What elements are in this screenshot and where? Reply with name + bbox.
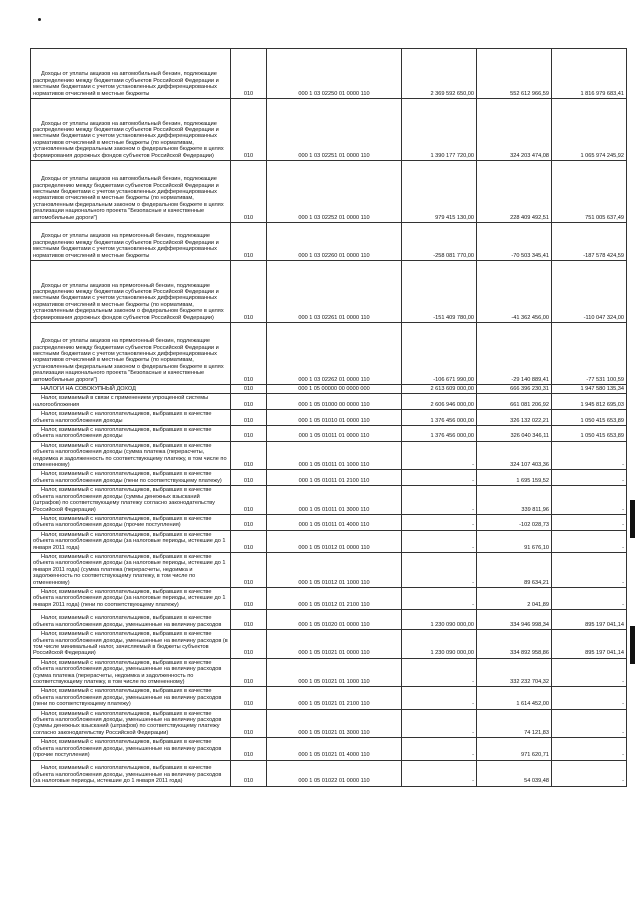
row-approved: 2 613 609 000,00 — [402, 385, 477, 394]
row-remaining: - — [552, 658, 627, 687]
row-approved: - — [402, 587, 477, 609]
table-row — [31, 410, 627, 426]
row-executed: 326 132 022,21 — [477, 410, 552, 426]
row-executed: 971 620,71 — [477, 738, 552, 760]
row-code: 010 — [231, 738, 267, 760]
row-approved: - — [402, 552, 477, 587]
row-name: Доходы от уплаты акцизов на автомобильный бензин, подлежащие распределению между бюджетами субъектов Российской Федерации и местными бюджетами с учетом установленных дифференцированных нормативов отчислений в местные бюджеты (по нормативам, установленным федеральным законом о федеральном бюджете в целях реализации национального проекта "Безопасные и качественные автомобильные дороги") — [31, 161, 231, 223]
row-code: 010 — [231, 552, 267, 587]
row-approved: - — [402, 738, 477, 760]
row-code: 010 — [231, 587, 267, 609]
row-remaining: -110 047 324,00 — [552, 261, 627, 323]
row-approved: - — [402, 470, 477, 486]
row-remaining: -187 578 424,59 — [552, 223, 627, 261]
row-approved: - — [402, 687, 477, 709]
row-executed: 332 232 704,32 — [477, 658, 552, 687]
row-name: Налог, взимаемый в связи с применением упрощенной системы налогообложения — [31, 394, 231, 410]
row-approved: - — [402, 658, 477, 687]
row-code: 010 — [231, 709, 267, 738]
table-row — [31, 486, 627, 515]
row-kbk: 000 1 05 01000 00 0000 110 — [267, 394, 402, 410]
row-approved: -258 081 770,00 — [402, 223, 477, 261]
table-row — [31, 441, 627, 470]
row-remaining: - — [552, 514, 627, 530]
table-row — [31, 161, 627, 223]
row-name: Налог, взимаемый с налогоплательщиков, выбравших в качестве объекта налогообложения доходы, уменьшенные на величину расходов (прочие поступления) — [31, 738, 231, 760]
row-remaining: - — [552, 709, 627, 738]
row-remaining: - — [552, 760, 627, 786]
scan-speck — [38, 18, 41, 21]
row-kbk: 000 1 05 01021 01 0000 110 — [267, 630, 402, 659]
row-name: Налог, взимаемый с налогоплательщиков, выбравших в качестве объекта налогообложения доходы — [31, 426, 231, 442]
row-code: 010 — [231, 630, 267, 659]
row-approved: 2 369 592 650,00 — [402, 49, 477, 99]
revenue-report-table — [30, 48, 627, 787]
row-executed: 1 614 452,00 — [477, 687, 552, 709]
row-executed: -102 028,73 — [477, 514, 552, 530]
row-code: 010 — [231, 323, 267, 385]
row-kbk: 000 1 03 02261 01 0000 110 — [267, 261, 402, 323]
row-kbk: 000 1 05 01011 01 3000 110 — [267, 486, 402, 515]
table-row — [31, 552, 627, 587]
row-name: Налог, взимаемый с налогоплательщиков, выбравших в качестве объекта налогообложения доходы (за налоговые периоды, истекшие до 1 января 2011 года) — [31, 530, 231, 552]
table-row — [31, 223, 627, 261]
row-executed: 339 811,96 — [477, 486, 552, 515]
row-kbk: 000 1 05 01021 01 3000 110 — [267, 709, 402, 738]
row-name: Налог, взимаемый с налогоплательщиков, выбравших в качестве объекта налогообложения доходы (пени по соответствующему платежу) — [31, 470, 231, 486]
row-remaining: 1 050 415 653,89 — [552, 410, 627, 426]
row-remaining: - — [552, 486, 627, 515]
row-code: 010 — [231, 426, 267, 442]
row-name: Налог, взимаемый с налогоплательщиков, выбравших в качестве объекта налогообложения доходы, уменьшенные на величину расходов (суммы денежных взысканий (штрафов) по соответствующему платежу согласно законодательству Российской Федерации) — [31, 709, 231, 738]
table-row — [31, 514, 627, 530]
row-executed: 54 039,48 — [477, 760, 552, 786]
row-code: 010 — [231, 441, 267, 470]
row-remaining: 1 065 974 245,92 — [552, 99, 627, 161]
row-kbk: 000 1 05 01012 01 2100 110 — [267, 587, 402, 609]
row-executed: 324 107 403,36 — [477, 441, 552, 470]
row-code: 010 — [231, 223, 267, 261]
row-remaining: 1 947 580 135,34 — [552, 385, 627, 394]
row-remaining: - — [552, 552, 627, 587]
row-kbk: 000 1 05 01021 01 2100 110 — [267, 687, 402, 709]
row-code: 010 — [231, 658, 267, 687]
row-kbk: 000 1 05 01020 01 0000 110 — [267, 610, 402, 630]
table-row — [31, 426, 627, 442]
row-executed: 326 040 346,11 — [477, 426, 552, 442]
row-executed: 661 081 206,92 — [477, 394, 552, 410]
row-approved: - — [402, 514, 477, 530]
row-approved: - — [402, 760, 477, 786]
row-kbk: 000 1 05 01011 01 0000 110 — [267, 426, 402, 442]
row-kbk: 000 1 03 02262 01 0000 110 — [267, 323, 402, 385]
row-code: 010 — [231, 470, 267, 486]
row-approved: -106 671 990,00 — [402, 323, 477, 385]
table-row — [31, 658, 627, 687]
table-row — [31, 323, 627, 385]
row-name: Налог, взимаемый с налогоплательщиков, выбравших в качестве объекта налогообложения доходы (суммы денежных взысканий (штрафов) по соответствующему платежу согласно законодательству Российской Федерации) — [31, 486, 231, 515]
row-executed: 91 676,10 — [477, 530, 552, 552]
row-executed: 666 396 230,31 — [477, 385, 552, 394]
row-name: Доходы от уплаты акцизов на автомобильный бензин, подлежащие распределению между бюджетами субъектов Российской Федерации и местными бюджетами с учетом установленных дифференцированных нормативов отчислений в местные бюджеты (по нормативам, установленным федеральным законом о федеральном бюджете в целях формирования дорожных фондов субъектов Российской Федерации) — [31, 99, 231, 161]
row-approved: 1 390 177 720,00 — [402, 99, 477, 161]
row-approved: 1 376 456 000,00 — [402, 410, 477, 426]
table-row — [31, 261, 627, 323]
row-remaining: - — [552, 738, 627, 760]
row-code: 010 — [231, 161, 267, 223]
row-name: Налог, взимаемый с налогоплательщиков, выбравших в качестве объекта налогообложения доходы, уменьшенные на величину расходов (в том числе минимальный налог, зачисляемый в бюджеты субъектов Российской Федерации) — [31, 630, 231, 659]
row-kbk: 000 1 05 00000 00 0000 000 — [267, 385, 402, 394]
row-code: 010 — [231, 49, 267, 99]
row-name: Налог, взимаемый с налогоплательщиков, выбравших в качестве объекта налогообложения доходы, уменьшенные на величину расходов (сумма платежа (перерасчеты, недоимка и задолженность по соответствующему платежу, в том числе по отмененному) — [31, 658, 231, 687]
row-name: Налог, взимаемый с налогоплательщиков, выбравших в качестве объекта налогообложения доходы, уменьшенные на величину расходов — [31, 610, 231, 630]
row-name: Налог, взимаемый с налогоплательщиков, выбравших в качестве объекта налогообложения доходы (сумма платежа (перерасчеты, недоимка и задолженность по соответствующему платежу, в том числе по отмененному) — [31, 441, 231, 470]
row-name: Налог, взимаемый с налогоплательщиков, выбравших в качестве объекта налогообложения доходы, уменьшенные на величину расходов (пени по соответствующему платежу) — [31, 687, 231, 709]
row-executed: -29 140 889,41 — [477, 323, 552, 385]
row-remaining: - — [552, 441, 627, 470]
row-code: 010 — [231, 760, 267, 786]
row-approved: 2 606 946 000,00 — [402, 394, 477, 410]
row-code: 010 — [231, 394, 267, 410]
row-kbk: 000 1 03 02250 01 0000 110 — [267, 49, 402, 99]
table-row — [31, 738, 627, 760]
row-code: 010 — [231, 261, 267, 323]
table-row — [31, 385, 627, 394]
row-remaining: 1 050 415 653,89 — [552, 426, 627, 442]
row-remaining: 895 197 041,14 — [552, 630, 627, 659]
row-kbk: 000 1 05 01012 01 1000 110 — [267, 552, 402, 587]
row-executed: -70 503 345,41 — [477, 223, 552, 261]
row-kbk: 000 1 05 01011 01 2100 110 — [267, 470, 402, 486]
table-row — [31, 470, 627, 486]
row-kbk: 000 1 05 01022 01 0000 110 — [267, 760, 402, 786]
row-kbk: 000 1 05 01021 01 1000 110 — [267, 658, 402, 687]
row-executed: 334 946 998,34 — [477, 610, 552, 630]
row-approved: - — [402, 486, 477, 515]
row-remaining: 1 945 812 695,03 — [552, 394, 627, 410]
table-row — [31, 394, 627, 410]
row-executed: 2 041,89 — [477, 587, 552, 609]
row-executed: 552 612 966,59 — [477, 49, 552, 99]
row-kbk: 000 1 03 02251 01 0000 110 — [267, 99, 402, 161]
row-kbk: 000 1 03 02252 01 0000 110 — [267, 161, 402, 223]
row-name: Налог, взимаемый с налогоплательщиков, выбравших в качестве объекта налогообложения доходы (за налоговые периоды, истекшие до 1 января 2011 года) (пени по соответствующему платежу) — [31, 587, 231, 609]
row-executed: 228 409 492,51 — [477, 161, 552, 223]
row-name: Налог, взимаемый с налогоплательщиков, выбравших в качестве объекта налогообложения доходы (прочие поступления) — [31, 514, 231, 530]
row-remaining: 1 816 979 683,41 — [552, 49, 627, 99]
row-code: 010 — [231, 610, 267, 630]
scan-mark-top — [630, 500, 635, 538]
row-name: Налог, взимаемый с налогоплательщиков, выбравших в качестве объекта налогообложения доходы, уменьшенные на величину расходов (за налоговые периоды, истекшие до 1 января 2011 года) — [31, 760, 231, 786]
row-approved: - — [402, 709, 477, 738]
row-executed: 1 695 159,52 — [477, 470, 552, 486]
row-remaining: - — [552, 530, 627, 552]
table-row — [31, 49, 627, 99]
row-executed: -41 362 456,00 — [477, 261, 552, 323]
table-row — [31, 760, 627, 786]
table-row — [31, 610, 627, 630]
row-name: Налог, взимаемый с налогоплательщиков, выбравших в качестве объекта налогообложения доходы — [31, 410, 231, 426]
row-name: НАЛОГИ НА СОВОКУПНЫЙ ДОХОД — [31, 385, 231, 394]
row-code: 010 — [231, 530, 267, 552]
row-name: Доходы от уплаты акцизов на прямогонный бензин, подлежащие распределению между бюджетами субъектов Российской Федерации и местными бюджетами с учетом установленных дифференцированных нормативов отчислений в местные бюджеты (по нормативам, установленным федеральным законом о федеральном бюджете в целях реализации национального проекта "Безопасные и качественные автомобильные дороги") — [31, 323, 231, 385]
row-code: 010 — [231, 385, 267, 394]
row-code: 010 — [231, 486, 267, 515]
row-approved: 1 230 090 000,00 — [402, 630, 477, 659]
row-approved: 1 376 456 000,00 — [402, 426, 477, 442]
table-row — [31, 687, 627, 709]
row-kbk: 000 1 05 01010 01 0000 110 — [267, 410, 402, 426]
row-name: Доходы от уплаты акцизов на автомобильный бензин, подлежащие распределению между бюджетами субъектов Российской Федерации и местными бюджетами с учетом установленных дифференцированных нормативов отчислений в местные бюджеты — [31, 49, 231, 99]
row-code: 010 — [231, 687, 267, 709]
row-approved: - — [402, 530, 477, 552]
row-kbk: 000 1 05 01011 01 1000 110 — [267, 441, 402, 470]
row-executed: 334 892 958,86 — [477, 630, 552, 659]
scan-mark-bottom — [630, 626, 635, 664]
table-row — [31, 530, 627, 552]
row-executed: 89 634,21 — [477, 552, 552, 587]
row-kbk: 000 1 03 02260 01 0000 110 — [267, 223, 402, 261]
table-row — [31, 630, 627, 659]
row-approved: - — [402, 441, 477, 470]
row-name: Доходы от уплаты акцизов на прямогонный бензин, подлежащие распределению между бюджетами субъектов Российской Федерации и местными бюджетами с учетом установленных дифференцированных нормативов отчислений в местные бюджеты — [31, 223, 231, 261]
row-executed: 74 121,83 — [477, 709, 552, 738]
row-approved: -151 409 780,00 — [402, 261, 477, 323]
row-name: Доходы от уплаты акцизов на прямогонный бензин, подлежащие распределению между бюджетами субъектов Российской Федерации и местными бюджетами с учетом установленных дифференцированных нормативов отчислений в местные бюджеты (по нормативам, установленным федеральным законом о федеральном бюджете в целях формирования дорожных фондов субъектов Российской Федерации) — [31, 261, 231, 323]
table-row — [31, 709, 627, 738]
row-kbk: 000 1 05 01011 01 4000 110 — [267, 514, 402, 530]
row-remaining: 751 005 637,49 — [552, 161, 627, 223]
row-code: 010 — [231, 410, 267, 426]
table-row — [31, 587, 627, 609]
row-remaining: - — [552, 470, 627, 486]
row-approved: 979 415 130,00 — [402, 161, 477, 223]
row-code: 010 — [231, 514, 267, 530]
row-remaining: - — [552, 587, 627, 609]
row-approved: 1 230 090 000,00 — [402, 610, 477, 630]
row-code: 010 — [231, 99, 267, 161]
row-name: Налог, взимаемый с налогоплательщиков, выбравших в качестве объекта налогообложения доходы (за налоговые периоды, истекшие до 1 января 2011 года) (сумма платежа (перерасчеты, недоимка и задолженность по соответствующему платежу, в том числе по отмененному) — [31, 552, 231, 587]
row-executed: 324 203 474,08 — [477, 99, 552, 161]
row-kbk: 000 1 05 01021 01 4000 110 — [267, 738, 402, 760]
row-kbk: 000 1 05 01012 01 0000 110 — [267, 530, 402, 552]
row-remaining: -77 531 100,59 — [552, 323, 627, 385]
table-row — [31, 99, 627, 161]
row-remaining: 895 197 041,14 — [552, 610, 627, 630]
row-remaining: - — [552, 687, 627, 709]
